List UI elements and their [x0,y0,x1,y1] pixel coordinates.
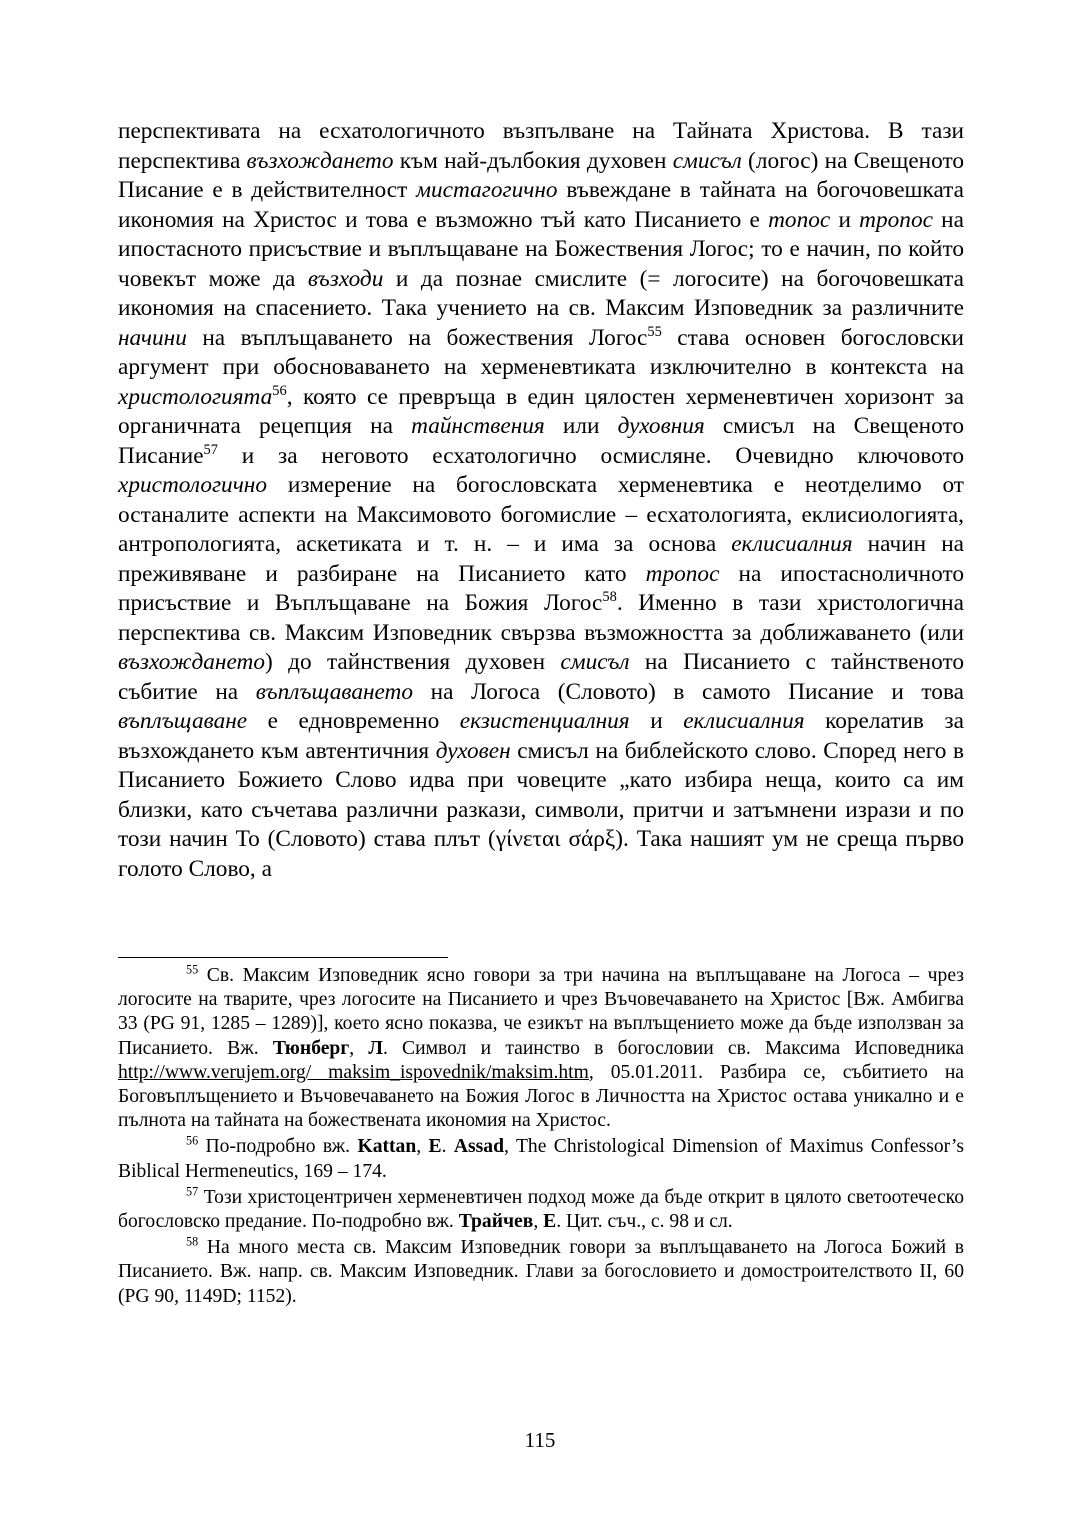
footnote-ref-55[interactable]: 55 [647,323,662,340]
footnote-separator [118,957,448,958]
footnotes-section [118,964,964,1311]
footnote-55: $^{55}$ Св. Максим Изповедник ясно говори за три начина на въплъщаване на Логоса – чрез логосите на тварите, чрез логосите на Писанието и чрез Въчовечаването на Христос [Вж. Амбигва 33 (PG 91, 1285 – 1289)], което ясно показва, че езикът на въплъщението може да бъде използван за Писанието. Вж. Тюнберг, Л. Символ и таинство в богословии св. Максима Исповедника http://www.verujem.org/ maksim_ispovednik/maksim.htm, 05.01.2011. Разбира се, събитието на Боговъплъщението и Въчовечаването на Божия Логос в Личността на Христос остава уникално и е пълнота на тайната на божествената икономия на Христос. [118,962,965,1132]
footnote-ref-56[interactable]: 56 [272,382,287,399]
main-paragraph: перспективата на есхатологичното възпълване на Тайната Христова. В тази перспектива възхождането към най-дълбокия духовен смисъл (логос) на Свещеното Писание е в действителност мистагогично въвеждане в тайната на богочовешката икономия на Христос и това е възможно тъй като Писанието е топос и тропос на ипостасното присъствие и въплъщаване на Божествения Логос; то е начин, по който човекът може да възходи и да познае смислите (= логосите) на богочовешката икономия на спасението. Така учението на св. Максим Изповедник за различните начини на въплъщаването на божествения Логос$^{55}$ става основен богословски аргумент при обосноваването на херменевтиката изключително в контекста на христологията$^{56}$, която се превръща в един цялостен херменевтичен хоризонт за органичната рецепция на тайнствения или духовния смисъл на Свещеното Писание$^{57}$ и за неговото есхатологично осмисляне. Очевидно ключовото христологично измерение на богословската херменевтика е неотделимо от останалите аспекти на Максимовото богомислие – есхатологията, еклисиологията, антропологията, аскетиката и т. н. – и има за основа еклисиалния начин на преживяване и разбиране на Писанието като тропос на ипостасноличното присъствие и Въплъщаване на Божия Логос$^{58}$. Именно в тази христологична перспектива св. Максим Изповедник свързва възможността за доближаването (или възхождането) до тайнствения духовен смисъл на Писанието с тайнственото събитие на въплъщаването на Логоса (Словото) в самото Писание и това въплъщаване е едновременно екзистенциалния и еклисиалния корелатив за възхождането към автентичния духовен смисъл на библейското слово. Според него в Писанието Божието Слово идва при човеците „като избира неща, които са им близки, като съчетава различни разкази, символи, притчи и затъмнени изрази и по този начин То (Словото) става плът (γίνεται σάρξ). Така нашият ум не среща първо голото Слово, а [118,118,965,882]
footnote-ref-57[interactable]: 57 [203,441,218,458]
footnote-57: $^{57}$ Този христоцентричен херменевтичен подход може да бъде открит в цялото светоотеческо богословско предание. По-подробно вж. Трайчев, Е. Цит. съч., с. 98 и сл. [118,1184,964,1233]
page-number: 115 [524,1428,556,1452]
footnote-58: $^{58}$ На много места св. Максим Изповедник говори за въплъщаването на Логоса Божий в Писанието. Вж. напр. св. Максим Изповедник. Глави за богословието и домостроителството II, 60 (PG 90, 1149D; 1152). [118,1234,964,1307]
footnote-link[interactable]: http://www.verujem.org/ maksim_ispovednik/maksim.htm [118,1061,589,1083]
footnote-ref-58[interactable]: 58 [602,589,617,606]
page-body [118,117,964,884]
footnote-56: $^{56}$ По-подробно вж. Kattan, E. Assad, The Christological Dimension of Maximus Confessor’s Biblical Hermeneutics, 169 – 174. [118,1133,964,1182]
